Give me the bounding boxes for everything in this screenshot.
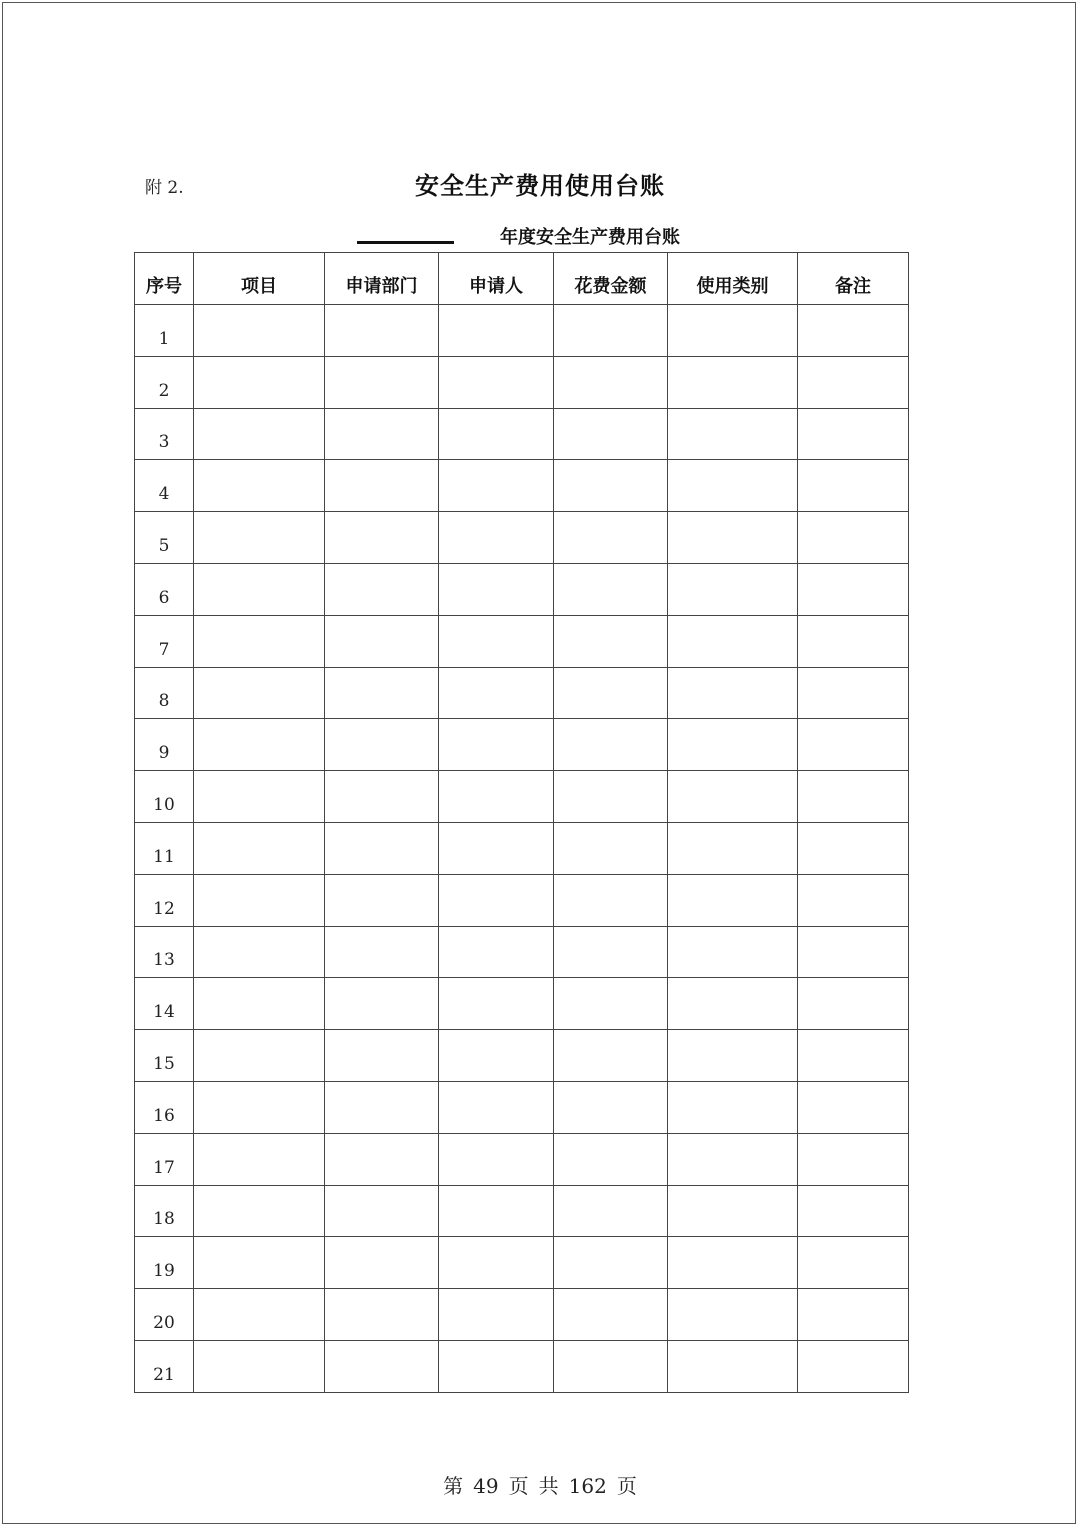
cell-remarks [798, 667, 909, 719]
cell-item [194, 512, 325, 564]
cell-applicant [439, 512, 554, 564]
table-row [135, 563, 909, 615]
table-row [135, 1237, 909, 1289]
cell-applicant [439, 1081, 554, 1133]
cell-department [325, 615, 439, 667]
row-seq-number: 14 [135, 978, 194, 1030]
row-seq-number: 6 [135, 563, 194, 615]
cell-remarks [798, 408, 909, 460]
cell-item [194, 615, 325, 667]
cell-item [194, 926, 325, 978]
cell-item [194, 978, 325, 1030]
cell-applicant [439, 1030, 554, 1082]
header-amount: 花费金额 [554, 253, 668, 305]
row-seq-number: 16 [135, 1081, 194, 1133]
header-remarks: 备注 [798, 253, 909, 305]
table-row [135, 719, 909, 771]
cell-applicant [439, 356, 554, 408]
cell-applicant [439, 667, 554, 719]
cell-item [194, 1081, 325, 1133]
cell-department [325, 978, 439, 1030]
cell-department [325, 771, 439, 823]
row-seq-number: 2 [135, 356, 194, 408]
cell-amount [554, 822, 668, 874]
cell-amount [554, 1289, 668, 1341]
cell-item [194, 1030, 325, 1082]
cell-remarks [798, 460, 909, 512]
table-row [135, 978, 909, 1030]
footer-current-page: 49 [473, 1474, 499, 1498]
cell-remarks [798, 874, 909, 926]
table-row [135, 356, 909, 408]
row-seq-number: 4 [135, 460, 194, 512]
cell-amount [554, 1030, 668, 1082]
cell-amount [554, 1185, 668, 1237]
cell-amount [554, 615, 668, 667]
cell-applicant [439, 1340, 554, 1392]
cell-remarks [798, 1185, 909, 1237]
ledger-table [134, 252, 909, 1393]
table-row [135, 667, 909, 719]
cell-applicant [439, 822, 554, 874]
cell-category [668, 1340, 798, 1392]
cell-amount [554, 356, 668, 408]
row-seq-number: 5 [135, 512, 194, 564]
cell-department [325, 926, 439, 978]
year-blank-line [357, 241, 454, 244]
cell-remarks [798, 926, 909, 978]
cell-item [194, 771, 325, 823]
table-row [135, 1030, 909, 1082]
cell-category [668, 771, 798, 823]
cell-department [325, 822, 439, 874]
cell-amount [554, 667, 668, 719]
cell-department [325, 1185, 439, 1237]
header-category: 使用类别 [668, 253, 798, 305]
cell-remarks [798, 719, 909, 771]
cell-remarks [798, 978, 909, 1030]
cell-category [668, 356, 798, 408]
cell-amount [554, 771, 668, 823]
cell-remarks [798, 563, 909, 615]
table-row [135, 408, 909, 460]
cell-department [325, 563, 439, 615]
row-seq-number: 17 [135, 1133, 194, 1185]
cell-category [668, 978, 798, 1030]
cell-remarks [798, 822, 909, 874]
cell-department [325, 460, 439, 512]
cell-remarks [798, 1289, 909, 1341]
table-row [135, 1185, 909, 1237]
cell-remarks [798, 615, 909, 667]
cell-item [194, 1289, 325, 1341]
table-row [135, 1081, 909, 1133]
cell-remarks [798, 1030, 909, 1082]
cell-item [194, 563, 325, 615]
cell-category [668, 822, 798, 874]
page-footer [0, 1470, 1080, 1499]
cell-department [325, 874, 439, 926]
cell-amount [554, 1237, 668, 1289]
ledger-body [135, 305, 909, 1393]
cell-category [668, 719, 798, 771]
document-title: 安全生产费用使用台账 [415, 172, 665, 200]
row-seq-number: 7 [135, 615, 194, 667]
cell-amount [554, 563, 668, 615]
cell-applicant [439, 978, 554, 1030]
cell-department [325, 512, 439, 564]
cell-amount [554, 874, 668, 926]
table-row [135, 874, 909, 926]
cell-applicant [439, 719, 554, 771]
cell-category [668, 667, 798, 719]
cell-department [325, 1081, 439, 1133]
header-seq: 序号 [135, 253, 194, 305]
cell-item [194, 356, 325, 408]
cell-amount [554, 926, 668, 978]
cell-applicant [439, 408, 554, 460]
cell-item [194, 822, 325, 874]
table-row [135, 822, 909, 874]
cell-department [325, 1133, 439, 1185]
row-seq-number: 8 [135, 667, 194, 719]
cell-category [668, 1237, 798, 1289]
row-seq-number: 9 [135, 719, 194, 771]
cell-item [194, 874, 325, 926]
table-subtitle: 年度安全生产费用台账 [500, 227, 680, 248]
cell-applicant [439, 1289, 554, 1341]
cell-item [194, 1133, 325, 1185]
cell-amount [554, 719, 668, 771]
row-seq-number: 18 [135, 1185, 194, 1237]
cell-applicant [439, 874, 554, 926]
cell-applicant [439, 1237, 554, 1289]
row-seq-number: 10 [135, 771, 194, 823]
cell-amount [554, 1340, 668, 1392]
cell-remarks [798, 1237, 909, 1289]
cell-amount [554, 1081, 668, 1133]
cell-remarks [798, 1340, 909, 1392]
cell-category [668, 1133, 798, 1185]
cell-applicant [439, 460, 554, 512]
cell-category [668, 460, 798, 512]
cell-department [325, 1289, 439, 1341]
cell-item [194, 667, 325, 719]
cell-category [668, 874, 798, 926]
row-seq-number: 1 [135, 305, 194, 357]
row-seq-number: 19 [135, 1237, 194, 1289]
footer-page-word: 页 [508, 1474, 529, 1498]
cell-remarks [798, 1081, 909, 1133]
cell-department [325, 1340, 439, 1392]
table-row [135, 615, 909, 667]
row-seq-number: 3 [135, 408, 194, 460]
cell-applicant [439, 563, 554, 615]
cell-amount [554, 305, 668, 357]
cell-amount [554, 978, 668, 1030]
cell-department [325, 305, 439, 357]
header-department: 申请部门 [325, 253, 439, 305]
cell-amount [554, 512, 668, 564]
cell-amount [554, 1133, 668, 1185]
footer-page-prefix: 第 [443, 1474, 464, 1498]
cell-category [668, 512, 798, 564]
row-seq-number: 11 [135, 822, 194, 874]
cell-item [194, 408, 325, 460]
row-seq-number: 12 [135, 874, 194, 926]
cell-applicant [439, 305, 554, 357]
cell-category [668, 1289, 798, 1341]
header-row [135, 253, 909, 305]
table-row [135, 1289, 909, 1341]
row-seq-number: 20 [135, 1289, 194, 1341]
cell-category [668, 1081, 798, 1133]
cell-remarks [798, 356, 909, 408]
row-seq-number: 13 [135, 926, 194, 978]
cell-item [194, 305, 325, 357]
cell-remarks [798, 305, 909, 357]
cell-category [668, 615, 798, 667]
cell-department [325, 667, 439, 719]
cell-category [668, 1185, 798, 1237]
row-seq-number: 21 [135, 1340, 194, 1392]
footer-total-prefix: 共 [538, 1474, 559, 1498]
annex-label: 附 2. [145, 178, 184, 198]
cell-department [325, 408, 439, 460]
cell-item [194, 1185, 325, 1237]
cell-category [668, 563, 798, 615]
cell-applicant [439, 615, 554, 667]
row-seq-number: 15 [135, 1030, 194, 1082]
cell-department [325, 719, 439, 771]
cell-remarks [798, 512, 909, 564]
table-row [135, 926, 909, 978]
cell-applicant [439, 926, 554, 978]
cell-amount [554, 408, 668, 460]
cell-item [194, 1340, 325, 1392]
header-item: 项目 [194, 253, 325, 305]
cell-department [325, 1237, 439, 1289]
cell-category [668, 408, 798, 460]
cell-applicant [439, 1185, 554, 1237]
cell-item [194, 1237, 325, 1289]
table-row [135, 771, 909, 823]
table-row [135, 512, 909, 564]
footer-total-word: 页 [616, 1474, 637, 1498]
cell-category [668, 1030, 798, 1082]
footer-total-pages: 162 [568, 1474, 607, 1498]
cell-amount [554, 460, 668, 512]
cell-department [325, 356, 439, 408]
table-row [135, 460, 909, 512]
header-applicant: 申请人 [439, 253, 554, 305]
cell-applicant [439, 1133, 554, 1185]
cell-remarks [798, 1133, 909, 1185]
cell-item [194, 460, 325, 512]
table-row [135, 305, 909, 357]
cell-category [668, 926, 798, 978]
cell-remarks [798, 771, 909, 823]
table-row [135, 1340, 909, 1392]
table-row [135, 1133, 909, 1185]
cell-item [194, 719, 325, 771]
cell-category [668, 305, 798, 357]
cell-department [325, 1030, 439, 1082]
cell-applicant [439, 771, 554, 823]
